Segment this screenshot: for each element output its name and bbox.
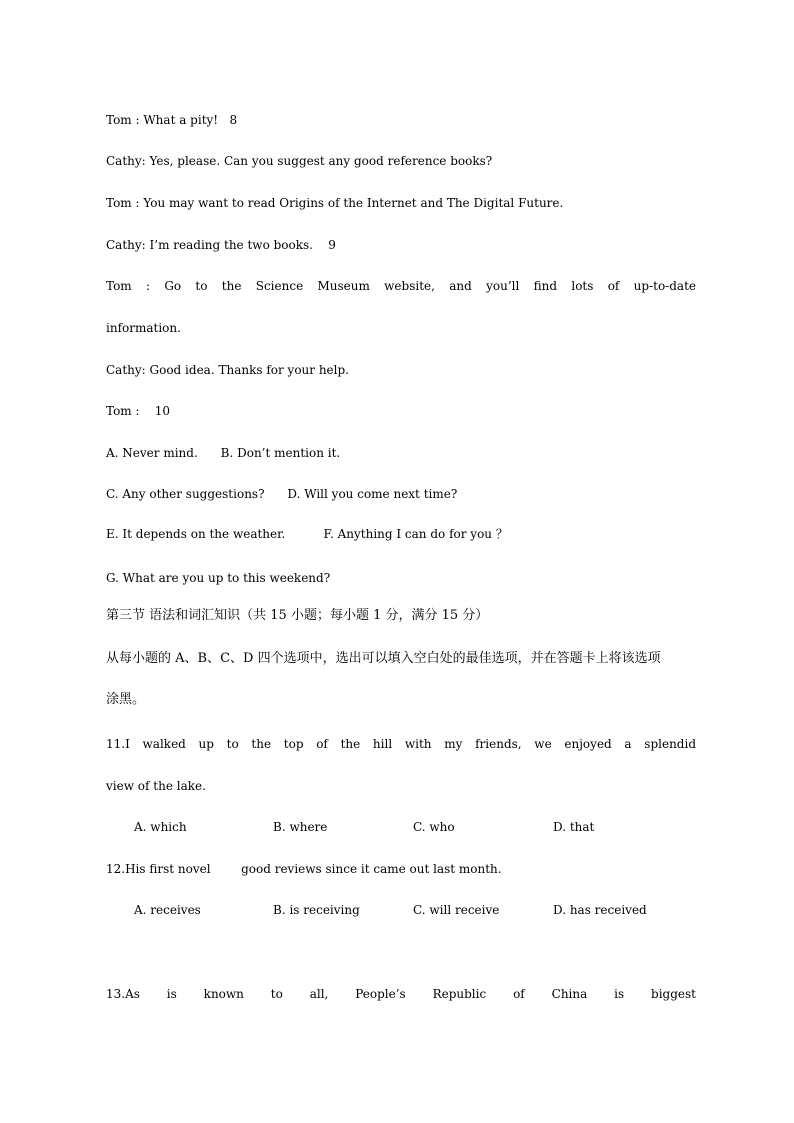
dialogue-line-tom-1: Tom : What a pity! 8 <box>106 113 238 127</box>
question-11-stem-continued: view of the lake. <box>106 779 206 793</box>
dialogue-line-tom-3-continued: information. <box>106 321 181 335</box>
dialogue-line-cathy-3: Cathy: Good idea. Thanks for your help. <box>106 363 349 377</box>
option-b: B. is receiving <box>273 903 360 917</box>
option-c: C. who <box>413 820 455 834</box>
option-d: D. that <box>553 820 595 834</box>
option-a: A. receives <box>134 903 201 917</box>
dialogue-line-tom-2: Tom : You may want to read Origins of the Internet and The Digital Future. <box>106 196 564 210</box>
dialogue-options-row-4: G. What are you up to this weekend? <box>106 571 331 585</box>
question-13-stem: 13.As is known to all, People’s Republic of China is biggest <box>106 987 696 1001</box>
dialogue-options-row-2: C. Any other suggestions? D. Will you come next time? <box>106 487 458 501</box>
dialogue-options-row-1: A. Never mind. B. Don’t mention it. <box>106 446 341 460</box>
option-b: B. where <box>273 820 328 834</box>
section-instruction-line-1: 从每小题的 A、B、C、D 四个选项中，选出可以填入空白处的最佳选项，并在答题卡上将该选项 <box>106 651 661 666</box>
option-d: D. has received <box>553 903 647 917</box>
question-11-stem: 11.I walked up to the top of the hill with my friends, we enjoyed a splendid <box>106 737 696 751</box>
dialogue-line-tom-3: Tom : Go to the Science Museum website, and you’ll find lots of up-to-date <box>106 279 696 293</box>
dialogue-options-row-3: E. It depends on the weather. F. Anything I can do for you ？ <box>106 527 508 541</box>
dialogue-line-cathy-1: Cathy: Yes, please. Can you suggest any good reference books? <box>106 154 493 168</box>
dialogue-line-tom-4: Tom : 10 <box>106 404 171 418</box>
question-12-stem: 12.His first novel good reviews since it came out last month. <box>106 862 502 876</box>
option-c: C. will receive <box>413 903 500 917</box>
option-a: A. which <box>134 820 187 834</box>
section-heading: 第三节 语法和词汇知识（共 15 小题；每小题 1 分，满分 15 分） <box>106 608 489 623</box>
section-instruction-line-2: 涂黑。 <box>106 692 146 707</box>
dialogue-line-cathy-2: Cathy: I’m reading the two books. 9 <box>106 238 336 252</box>
